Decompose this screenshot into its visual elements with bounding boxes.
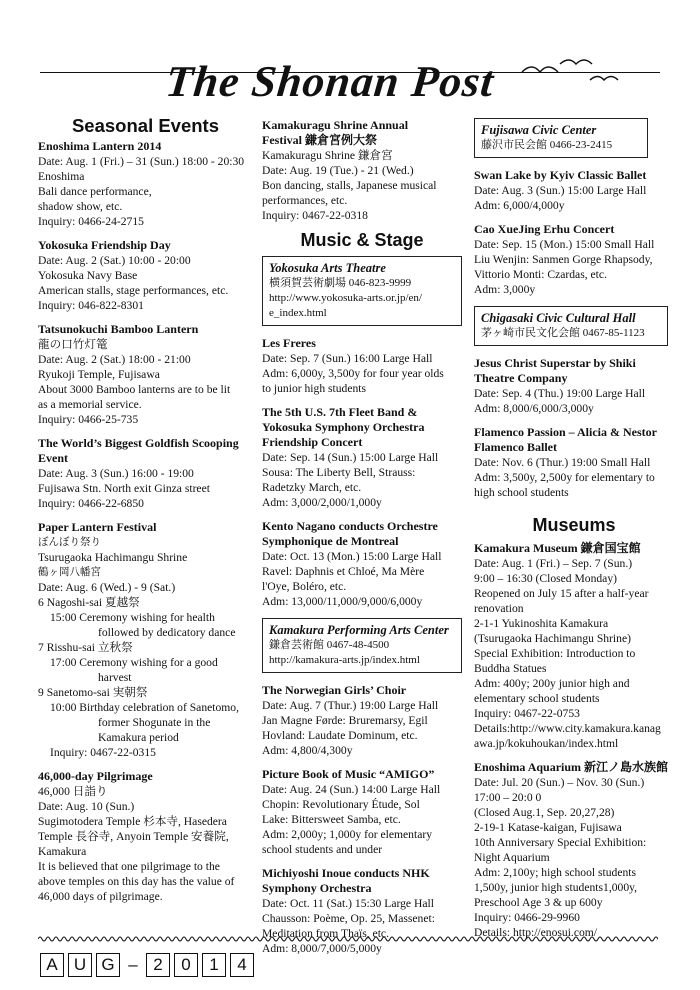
detail-line: above temples on this day has the value of: [38, 875, 235, 888]
detail-line: Fujisawa Stn. North exit Ginza street: [38, 482, 210, 495]
detail-line: Meditation from Thaïs, etc.: [262, 927, 389, 940]
event-title: Kamakuragu Shrine Annual: [262, 118, 409, 132]
detail-line: Adm: 6,000y, 3,500y for four year olds: [262, 367, 444, 380]
event-title: Les Freres: [262, 336, 316, 350]
event-title: Kamakura Museum 鎌倉国宝館: [474, 541, 641, 555]
schedule-line: 10:00 Birthday celebration of Sanetomo,: [50, 701, 239, 714]
schedule-line: harvest: [98, 671, 132, 684]
event-title: The 5th U.S. 7th Fleet Band & Yokosuka Symphony Orchestra Friendship Concert: [262, 405, 425, 449]
detail-line: Date: Aug. 2 (Sat.) 18:00 - 21:00: [38, 353, 191, 366]
detail-line: 横須賀芸術劇場 046-823-9999: [269, 277, 412, 289]
detail-line: Inquiry: 0466-29-9960: [474, 911, 580, 924]
detail-line: 9:00 – 16:30 (Closed Monday): [474, 572, 617, 585]
event-title: Kento Nagano conducts Orchestre Symphonique de Montreal: [262, 519, 438, 548]
detail-line: Kamakuragu Shrine 鎌倉宮: [262, 149, 393, 162]
date-char-box: G: [96, 953, 120, 977]
detail-line: Chopin: Revolutionary Étude, Sol: [262, 798, 420, 811]
detail-line: Buddha Statues: [474, 662, 547, 675]
detail-line: Ravel: Daphnis et Chloé, Ma Mère: [262, 565, 425, 578]
detail-line: awa.jp/kokuhoukan/index.html: [474, 737, 619, 750]
detail-line: Date: Aug. 3 (Sun.) 15:00 Large Hall: [474, 184, 647, 197]
detail-line: Jan Magne Førde: Bruremarsy, Egil: [262, 714, 428, 727]
detail-line: American stalls, stage performances, etc.: [38, 284, 229, 297]
event-item: [474, 760, 674, 940]
event-item: [262, 519, 462, 609]
detail-line: Bali dance performance,: [38, 185, 152, 198]
detail-line: Date: Aug. 24 (Sun.) 14:00 Large Hall: [262, 783, 441, 796]
detail-line: Date: Aug. 3 (Sun.) 16:00 - 19:00: [38, 467, 194, 480]
schedule-line: Kamakura period: [98, 731, 179, 744]
venue-box-chigasaki: [474, 306, 668, 346]
event-title: Festival 鎌倉宮例大祭: [262, 133, 377, 147]
detail-line: as a memorial service.: [38, 398, 142, 411]
detail-line: Hovland: Laudate Dominum, etc.: [262, 729, 418, 742]
detail-line: performances, etc.: [262, 194, 348, 207]
event-item: [38, 139, 253, 229]
schedule-line: 9 Sanetomo-sai 実朝祭: [38, 686, 148, 699]
detail-line: Inquiry: 0466-22-6850: [38, 497, 144, 510]
seagulls-icon: [520, 58, 640, 92]
detail-line: Date: Nov. 6 (Thur.) 19:00 Small Hall: [474, 456, 651, 469]
detail-line: Inquiry: 0466-24-2715: [38, 215, 144, 228]
detail-line: e_index.html: [269, 307, 327, 319]
detail-line: 1,500y, junior high students1,000y,: [474, 881, 638, 894]
footer-wave-rule: [38, 934, 658, 944]
detail-line: 鎌倉芸術館 0467-48-4500: [269, 639, 390, 651]
venue-box-fujisawa: [474, 118, 648, 158]
event-pilgrimage: [38, 769, 253, 904]
detail-line: 10th Anniversary Special Exhibition:: [474, 836, 647, 849]
detail-line: Adm: 3,000y: [474, 283, 536, 296]
issue-date: [40, 953, 258, 977]
event-title: Enoshima Lantern 2014: [38, 139, 162, 153]
event-item: [262, 683, 462, 758]
detail-line: Date: Aug. 19 (Tue.) - 21 (Wed.): [262, 164, 414, 177]
detail-line: shadow show, etc.: [38, 200, 123, 213]
event-inquiry: Inquiry: 0467-22-0315: [50, 746, 156, 759]
date-char-box: 4: [230, 953, 254, 977]
event-title: Jesus Christ Superstar by Shiki Theatre Company: [474, 356, 636, 385]
detail-line: Date: Aug. 1 (Fri.) – 31 (Sun.) 18:00 - 20:30: [38, 155, 245, 168]
schedule-line: followed by dedicatory dance: [98, 626, 236, 639]
event-item: [38, 436, 253, 511]
detail-line: school students and under: [262, 843, 383, 856]
detail-line: Sugimotodera Temple 杉本寺, Hasedera: [38, 815, 227, 828]
detail-line: Adm: 3,500y, 2,500y for elementary to: [474, 471, 655, 484]
detail-line: Date: Oct. 13 (Mon.) 15:00 Large Hall: [262, 550, 442, 563]
venue-title: Kamakura Performing Arts Center: [269, 623, 449, 637]
event-title: Michiyoshi Inoue conducts NHK Symphony Orchestra: [262, 866, 430, 895]
schedule-line: former Shogunate in the: [98, 716, 211, 729]
schedule-line: 6 Nagoshi-sai 夏越祭: [38, 596, 140, 609]
detail-line: Adm: 3,000/2,000/1,000y: [262, 496, 382, 509]
date-char-box: 2: [146, 953, 170, 977]
event-date: Date: Aug. 6 (Wed.) - 9 (Sat.): [38, 581, 176, 594]
event-item: [474, 168, 674, 213]
section-title-museums: Museums: [532, 515, 616, 535]
event-item: [262, 767, 462, 857]
venue-title: Yokosuka Arts Theatre: [269, 261, 386, 275]
date-char-box: 1: [202, 953, 226, 977]
detail-line: Reopened on July 15 after a half-year: [474, 587, 649, 600]
venue-title: Chigasaki Civic Cultural Hall: [481, 311, 636, 325]
detail-line: Date: Sep. 15 (Mon.) 15:00 Small Hall: [474, 238, 655, 251]
detail-line: (Closed Aug.1, Sep. 20,27,28): [474, 806, 615, 819]
detail-line: (Tsurugaoka Hachimangu Shrine): [474, 632, 631, 645]
column-venues-museums: [474, 118, 674, 949]
detail-line: 46,000 日詣り: [38, 785, 108, 798]
event-place-jp: 鶴ヶ岡八幡宮: [38, 566, 101, 578]
event-paper-lantern: [38, 520, 253, 760]
newspaper-title: The Shonan Post: [163, 57, 497, 106]
detail-line: Radetzky March, etc.: [262, 481, 362, 494]
detail-line: Yokosuka Navy Base: [38, 269, 138, 282]
schedule-line: 7 Risshu-sai 立秋祭: [38, 641, 133, 654]
event-title: Yokosuka Friendship Day: [38, 238, 171, 252]
detail-line: http://kamakura-arts.jp/index.html: [269, 654, 420, 666]
detail-line: Preschool Age 3 & up 600y: [474, 896, 603, 909]
venue-title: Fujisawa Civic Center: [481, 123, 597, 137]
detail-line: Adm: 2,100y; high school students: [474, 866, 636, 879]
detail-line: Special Exhibition: Introduction to: [474, 647, 636, 660]
detail-line: Inquiry: 0467-22-0753: [474, 707, 580, 720]
detail-line: Kamakura: [38, 845, 87, 858]
detail-line: Adm: 4,800/4,300y: [262, 744, 353, 757]
event-item: [474, 356, 674, 416]
event-title: Picture Book of Music “AMIGO”: [262, 767, 435, 781]
event-item: [474, 425, 674, 500]
event-jp-name: ぼんぼり祭り: [38, 536, 101, 548]
detail-line: Inquiry: 0466-25-735: [38, 413, 139, 426]
detail-line: 龍の口竹灯篭: [38, 338, 108, 351]
section-title-seasonal-events: Seasonal Events: [71, 115, 220, 136]
detail-line: to junior high students: [262, 382, 367, 395]
event-place: Tsurugaoka Hachimangu Shrine: [38, 551, 188, 564]
detail-line: Ryukoji Temple, Fujisawa: [38, 368, 160, 381]
column-seasonal-events: [38, 115, 253, 913]
event-item: [262, 405, 462, 510]
detail-line: Date: Sep. 7 (Sun.) 16:00 Large Hall: [262, 352, 433, 365]
detail-line: Date: Aug. 10 (Sun.): [38, 800, 135, 813]
detail-line: Adm: 6,000/4,000y: [474, 199, 565, 212]
event-title: The Norwegian Girls’ Choir: [262, 683, 407, 697]
masthead: [40, 52, 660, 114]
detail-line: high school students: [474, 486, 569, 499]
detail-line: Sousa: The Liberty Bell, Strauss:: [262, 466, 416, 479]
detail-line: Adm: 8,000/6,000/3,000y: [474, 402, 594, 415]
event-item: [38, 322, 253, 427]
event-title: Enoshima Aquarium 新江ノ島水族館: [474, 760, 669, 774]
detail-line: Lake: Bittersweet Samba, etc.: [262, 813, 401, 826]
detail-line: Adm: 2,000y; 1,000y for elementary: [262, 828, 433, 841]
venue-box-kamakura: [262, 618, 462, 673]
detail-line: http://www.yokosuka-arts.or.jp/en/: [269, 292, 422, 304]
date-char-box: U: [68, 953, 92, 977]
detail-line: Date: Aug. 7 (Thur.) 19:00 Large Hall: [262, 699, 439, 712]
detail-line: Adm: 8,000/7,000/5,000y: [262, 942, 382, 955]
detail-line: Chausson: Poème, Op. 25, Massenet:: [262, 912, 435, 925]
event-kamakuragu-festival: [262, 118, 462, 223]
detail-line: Date: Jul. 20 (Sun.) – Nov. 30 (Sun.): [474, 776, 645, 789]
detail-line: renovation: [474, 602, 524, 615]
detail-line: Enoshima: [38, 170, 85, 183]
event-title: Flamenco Passion – Alicia & Nestor Flamenco Ballet: [474, 425, 657, 454]
event-item: [474, 222, 674, 297]
venue-box-yokosuka: [262, 256, 462, 326]
event-title: Swan Lake by Kyiv Classic Ballet: [474, 168, 647, 182]
event-title: Paper Lantern Festival: [38, 520, 157, 534]
event-title: 46,000-day Pilgrimage: [38, 769, 153, 783]
date-separator: –: [128, 955, 138, 974]
detail-line: Date: Aug. 2 (Sat.) 10:00 - 20:00: [38, 254, 191, 267]
detail-line: Date: Sep. 14 (Sun.) 15:00 Large Hall: [262, 451, 439, 464]
detail-line: 2-1-1 Yukinoshita Kamakura: [474, 617, 609, 630]
event-item: [262, 336, 462, 396]
column-music-stage: [262, 118, 462, 965]
detail-line: Date: Sep. 4 (Thu.) 19:00 Large Hall: [474, 387, 646, 400]
schedule-line: 17:00 Ceremony wishing for a good: [50, 656, 218, 669]
detail-line: Inquiry: 0467-22-0318: [262, 209, 368, 222]
detail-line: About 3000 Bamboo lanterns are to be lit: [38, 383, 231, 396]
date-char-box: A: [40, 953, 64, 977]
event-title: Tatsunokuchi Bamboo Lantern: [38, 322, 199, 336]
detail-line: Adm: 13,000/11,000/9,000/6,000y: [262, 595, 423, 608]
detail-line: Temple 長谷寺, Anyoin Temple 安養院,: [38, 830, 229, 843]
detail-line: 17:00 – 20:0 0: [474, 791, 542, 804]
schedule-line: 15:00 Ceremony wishing for health: [50, 611, 215, 624]
detail-line: Adm: 400y; 200y junior high and: [474, 677, 630, 690]
section-title-music-stage: Music & Stage: [300, 230, 424, 250]
detail-line: elementary school students: [474, 692, 600, 705]
detail-line: Night Aquarium: [474, 851, 550, 864]
detail-line: 茅ヶ崎市民文化会館 0467-85-1123: [481, 327, 645, 339]
detail-line: Vittorio Monti: Czardas, etc.: [474, 268, 607, 281]
event-item: [474, 541, 674, 751]
detail-line: It is believed that one pilgrimage to the: [38, 860, 220, 873]
date-char-box: 0: [174, 953, 198, 977]
detail-line: Details:http://www.city.kamakura.kanag: [474, 722, 661, 735]
detail-line: 46,000 days of pilgrimage.: [38, 890, 163, 903]
detail-line: Bon dancing, stalls, Japanese musical: [262, 179, 437, 192]
detail-line: Date: Oct. 11 (Sat.) 15:30 Large Hall: [262, 897, 434, 910]
detail-line: Liu Wenjin: Sanmen Gorge Rhapsody,: [474, 253, 653, 266]
event-title: The World’s Biggest Goldfish Scooping Event: [38, 436, 239, 465]
detail-line: Details: http://enosui.com/: [474, 926, 598, 939]
detail-line: Date: Aug. 1 (Fri.) – Sep. 7 (Sun.): [474, 557, 633, 570]
detail-line: Inquiry: 046-822-8301: [38, 299, 144, 312]
event-item: [38, 238, 253, 313]
detail-line: l'Oye, Boléro, etc.: [262, 580, 347, 593]
event-title: Cao XueJing Erhu Concert: [474, 222, 615, 236]
detail-line: 藤沢市民会館 0466-23-2415: [481, 139, 613, 151]
detail-line: 2-19-1 Katase-kaigan, Fujisawa: [474, 821, 622, 834]
